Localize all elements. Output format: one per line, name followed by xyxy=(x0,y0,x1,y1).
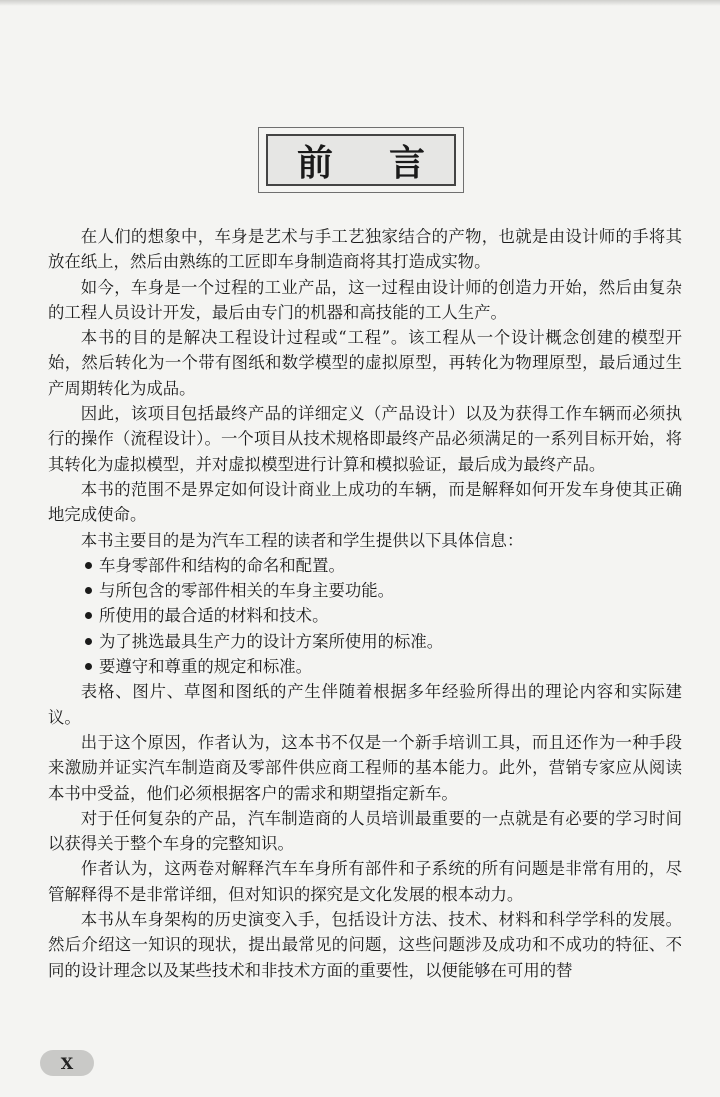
paragraph: 如今，车身是一个过程的工业产品，这一过程由设计师的创造力开始，然后由复杂的工程人员设计开发，最后由专门的机器和高技能的工人生产。 xyxy=(48,277,682,322)
bullet-icon xyxy=(85,612,92,619)
paragraph: 对于任何复杂的产品，汽车制造商的人员培训最重要的一点就是有必要的学习时间以获得关于整个车身的完整知识。 xyxy=(48,808,682,854)
title-frame xyxy=(258,127,481,193)
page-number: X xyxy=(60,1053,74,1073)
bullet-icon xyxy=(85,587,92,594)
preface-body xyxy=(48,224,682,983)
list-item xyxy=(85,629,682,654)
list-item xyxy=(85,603,682,628)
paragraph: 本书主要目的是为汽车工程的读者和学生提供以下具体信息： xyxy=(80,530,524,550)
page-top-edge xyxy=(0,0,720,6)
list-item xyxy=(85,654,682,679)
paragraph: 因此，该项目包括最终产品的详细定义（产品设计）以及为获得工作车辆而必须执行的操作（流程设计）。一个项目从技术规格即最终产品必须满足的一系列目标开始，将其转化为虚拟模型，并对虚拟模型进行计算和模拟验证，最后成为最终产品。 xyxy=(48,404,682,474)
paragraph: 在人们的想象中，车身是艺术与手工艺独家结合的产物，也就是由设计师的手将其放在纸上，然后由熟练的工匠即车身制造商将其打造成实物。 xyxy=(48,227,682,272)
list-item-text: 要遵守和尊重的规定和标准。 xyxy=(99,657,313,677)
paragraph: 出于这个原因，作者认为，这本书不仅是一个新手培训工具，而且还作为一种手段来激励并证实汽车制造商及零部件供应商工程师的基本能力。此外，营销专家应从阅读本书中受益，他们必须根据客户的需求和期望指定新车。 xyxy=(48,732,682,803)
paragraph: 本书的范围不是界定如何设计商业上成功的车辆，而是解释如何开发车身使其正确地完成使命。 xyxy=(48,479,682,525)
bullet-icon xyxy=(85,562,92,569)
list-item-text: 与所包含的零部件相关的车身主要功能。 xyxy=(99,581,395,601)
list-item-text: 为了挑选最具生产力的设计方案所使用的标准。 xyxy=(99,631,444,651)
page-number-badge xyxy=(40,1050,94,1076)
paragraph: 表格、图片、草图和图纸的产生伴随着根据多年经验所得出的理论内容和实际建议。 xyxy=(48,682,682,727)
list-item-text: 车身零部件和结构的命名和配置。 xyxy=(99,555,345,575)
paragraph: 本书的目的是解决工程设计过程或“工程”。该工程从一个设计概念创建的模型开始，然后转化为一个带有图纸和数学模型的虚拟原型，再转化为物理原型，最后通过生产周期转化为成品。 xyxy=(48,328,682,398)
bullet-icon xyxy=(85,638,92,645)
bullet-list xyxy=(48,553,682,679)
page-title: 前言 xyxy=(296,141,481,184)
list-item-text: 所使用的最合适的材料和技术。 xyxy=(99,606,329,626)
bullet-icon xyxy=(85,663,92,670)
title-box xyxy=(266,134,481,186)
paragraph: 本书从车身架构的历史演变入手，包括设计方法、技术、材料和科学学科的发展。然后介绍这一知识的现状，提出最常见的问题，这些问题涉及成功和不成功的特征、不同的设计理念以及某些技术和非技术方面的重要性，以便能够在可用的替 xyxy=(48,910,682,980)
paragraph: 作者认为，这两卷对解释汽车车身所有部件和子系统的所有问题是非常有用的，尽管解释得不是非常详细，但对知识的探究是文化发展的根本动力。 xyxy=(48,859,682,904)
list-item xyxy=(85,553,682,578)
list-item xyxy=(85,578,682,603)
